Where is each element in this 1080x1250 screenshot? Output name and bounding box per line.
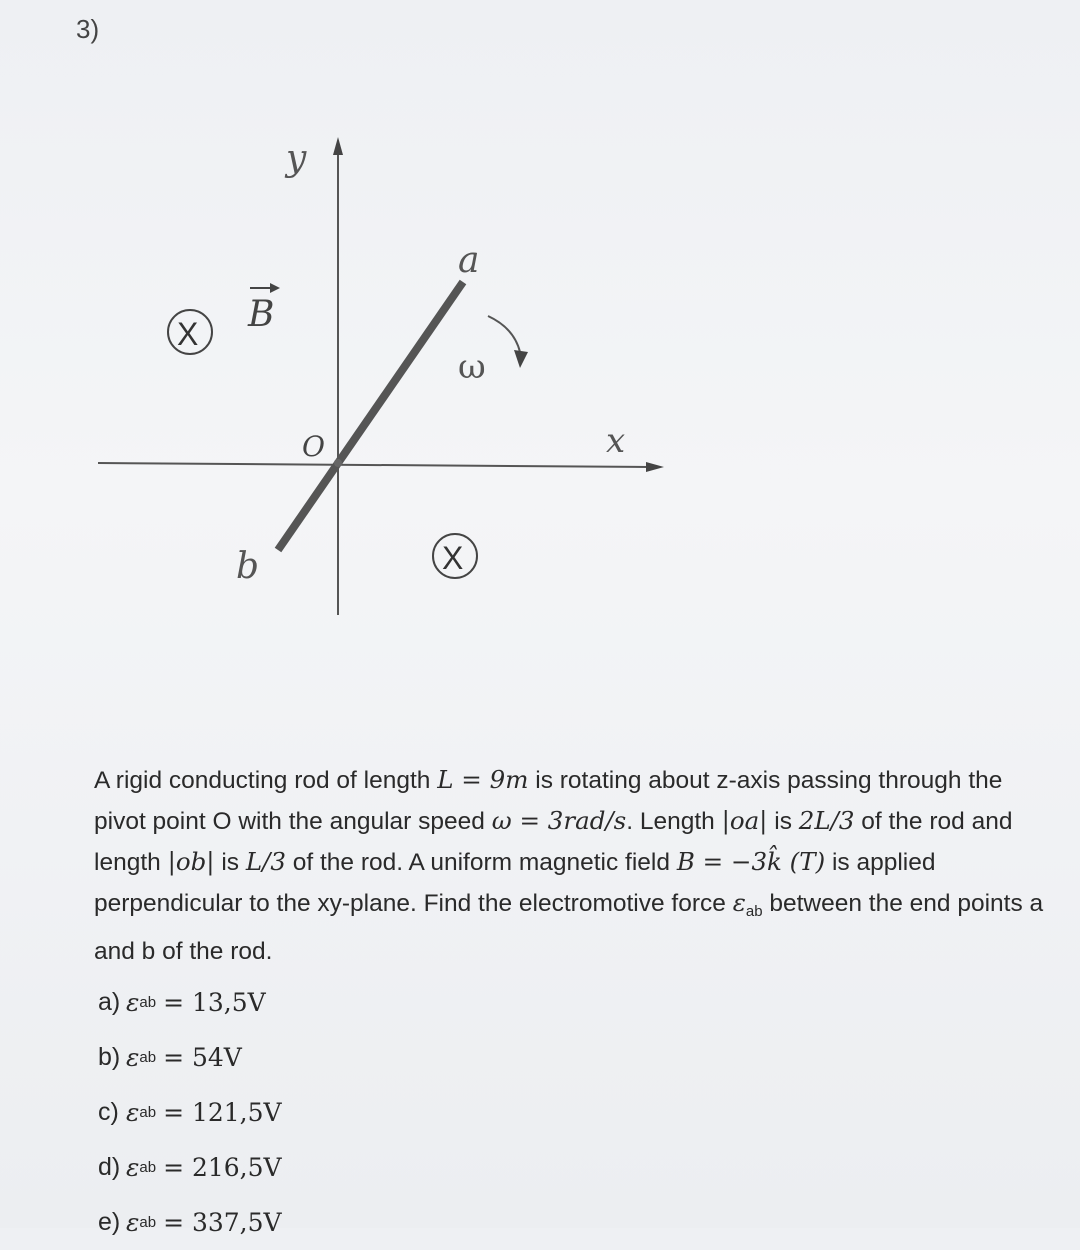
y-axis-label: y xyxy=(286,138,307,179)
option-value: = 54V xyxy=(163,1043,242,1072)
x-axis-label: x xyxy=(606,421,626,461)
option-value: = 13,5V xyxy=(163,988,266,1017)
option-d[interactable]: d) ε ab = 216,5V xyxy=(98,1153,282,1182)
pivot-point xyxy=(334,459,342,467)
conducting-rod xyxy=(278,282,463,550)
rotation-arrow xyxy=(488,316,520,352)
y-axis-arrow xyxy=(333,137,343,155)
field-vector-arrow-icon xyxy=(270,283,280,293)
problem-statement: A rigid conducting rod of length L = 9m is rotating about z-axis passing through the pivot point O with the angular speed ω = 3rad/s. Length |oa| is 2L/3 of the rod and length |ob| is L/3 of the rod. A uniform magnetic field B = −3k̂ (T) is applied perpendicular to the xy-plane. Find the electromotive force $\varepsilon_{ab}$ between the end points a and b of the rod. xyxy=(94,765,1044,965)
option-label: e) xyxy=(98,1208,121,1236)
option-value: = 121,5V xyxy=(163,1098,282,1127)
question-number: 3) xyxy=(76,14,100,44)
option-label: b) xyxy=(98,1043,121,1071)
rotation-arrowhead-icon xyxy=(514,350,528,368)
option-label: d) xyxy=(98,1153,121,1181)
option-a[interactable]: a) ε ab = 13,5V xyxy=(98,988,266,1017)
field-cross-symbol: X xyxy=(177,316,199,352)
option-c[interactable]: c) ε ab = 121,5V xyxy=(98,1098,282,1127)
option-e[interactable]: e) ε ab = 337,5V xyxy=(98,1208,282,1237)
omega-label: ω xyxy=(458,347,486,387)
x-axis xyxy=(98,463,648,467)
option-value: = 216,5V xyxy=(163,1153,282,1182)
end-b-label: b xyxy=(236,546,260,587)
option-b[interactable]: b) ε ab = 54V xyxy=(98,1043,242,1072)
option-value: = 337,5V xyxy=(163,1208,282,1237)
option-label: c) xyxy=(98,1098,119,1126)
option-label: a) xyxy=(98,988,121,1016)
field-label: B xyxy=(248,294,275,335)
field-cross-symbol-2: X xyxy=(442,540,464,576)
origin-label: O xyxy=(302,430,325,463)
x-axis-arrow xyxy=(646,462,664,472)
answer-options xyxy=(98,975,282,1250)
end-a-label: a xyxy=(458,240,480,281)
